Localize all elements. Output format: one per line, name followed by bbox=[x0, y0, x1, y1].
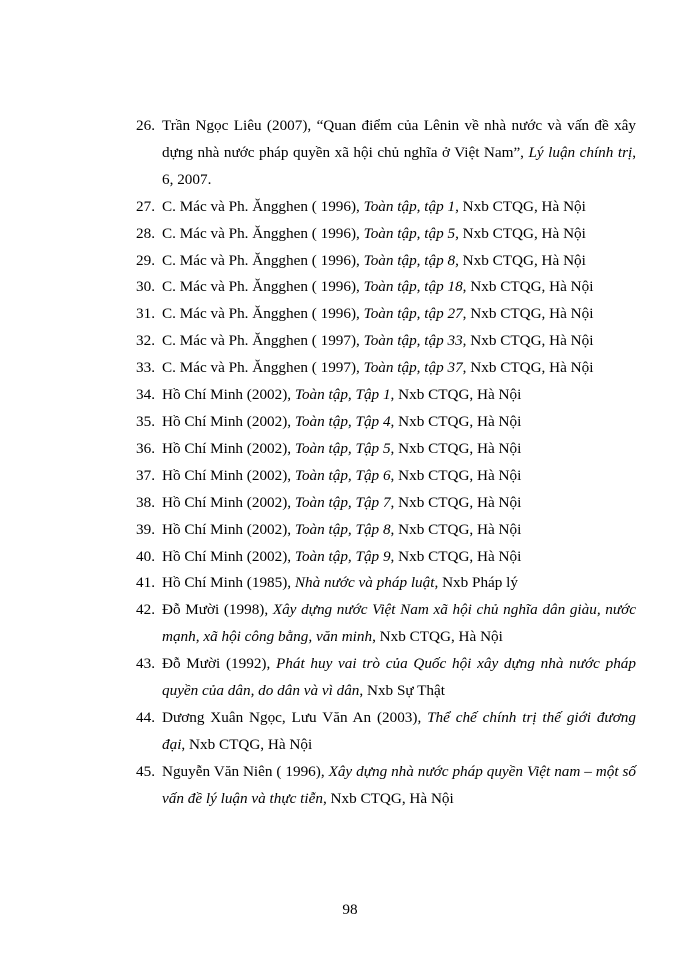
reference-publisher: , Nxb CTQG, Hà Nội bbox=[462, 278, 594, 296]
reference-title: Toàn tập, Tập 7 bbox=[294, 493, 391, 511]
reference-item bbox=[136, 409, 636, 436]
reference-publisher: , Nxb CTQG, Hà Nội bbox=[390, 466, 522, 484]
reference-item bbox=[136, 651, 636, 705]
reference-number: 40. bbox=[136, 547, 155, 565]
reference-item bbox=[136, 463, 636, 490]
reference-author-year: C. Mác và Ph. Ăngghen ( 1996), bbox=[162, 224, 364, 242]
reference-number: 28. bbox=[136, 224, 155, 242]
reference-publisher: , Nxb CTQG, Hà Nội bbox=[455, 251, 586, 269]
reference-item bbox=[136, 248, 636, 275]
reference-number: 35. bbox=[136, 412, 155, 430]
reference-number: 34. bbox=[136, 386, 155, 404]
reference-publisher: , Nxb CTQG, Hà Nội bbox=[390, 439, 522, 457]
reference-title: Toàn tập, tập 27 bbox=[363, 305, 463, 323]
reference-title: Thể chế chính trị thế giới đương đại bbox=[162, 708, 636, 753]
reference-title: Toàn tập, tập 33 bbox=[363, 332, 463, 350]
reference-publisher: , Nxb CTQG, Hà Nội bbox=[390, 386, 522, 404]
reference-publisher: , Nxb CTQG, Hà Nội bbox=[455, 197, 586, 215]
reference-publisher: , Nxb CTQG, Hà Nội bbox=[462, 359, 594, 377]
reference-author-year: C. Mác và Ph. Ăngghen ( 1996), bbox=[162, 251, 364, 269]
reference-publisher: , Nxb CTQG, Hà Nội bbox=[390, 412, 522, 430]
reference-publisher: , Nxb CTQG, Hà Nội bbox=[322, 789, 454, 807]
reference-list bbox=[136, 113, 636, 813]
reference-item bbox=[136, 544, 636, 571]
reference-item bbox=[136, 355, 636, 382]
reference-item bbox=[136, 517, 636, 544]
reference-author-year: Hồ Chí Minh (2002), bbox=[162, 493, 295, 511]
reference-number: 36. bbox=[136, 439, 155, 457]
reference-author-year: C. Mác và Ph. Ăngghen ( 1996), bbox=[162, 197, 364, 215]
reference-item bbox=[136, 597, 636, 651]
reference-author-year: Hồ Chí Minh (2002), bbox=[162, 547, 295, 565]
reference-title: Toàn tập, Tập 8 bbox=[294, 520, 391, 538]
reference-number: 38. bbox=[136, 493, 155, 511]
reference-number: 41. bbox=[136, 574, 155, 592]
reference-number: 44. bbox=[136, 708, 155, 726]
reference-author-year: Hồ Chí Minh (2002), bbox=[162, 439, 295, 457]
reference-publisher: , Nxb CTQG, Hà Nội bbox=[390, 520, 522, 538]
reference-number: 45. bbox=[136, 762, 155, 780]
reference-title: Toàn tập, tập 37 bbox=[363, 359, 463, 377]
reference-publisher: , Nxb CTQG, Hà Nội bbox=[455, 224, 586, 242]
reference-number: 32. bbox=[136, 332, 155, 350]
reference-author-year: C. Mác và Ph. Ăngghen ( 1996), bbox=[162, 278, 364, 296]
reference-item bbox=[136, 301, 636, 328]
reference-author-year: Nguyễn Văn Niên ( 1996), bbox=[162, 762, 329, 780]
reference-title: Toàn tập, tập 5 bbox=[363, 224, 456, 242]
reference-number: 26. bbox=[136, 117, 155, 134]
reference-item bbox=[136, 705, 636, 759]
reference-author-year: Trần Ngọc Liêu (2007), “Quan điểm của Lênin về nhà nước và vấn đề xây dựng nhà nước pháp quyền xã hội chủ nghĩa ở Việt Nam”, bbox=[162, 117, 636, 161]
reference-title: Toàn tập, Tập 9 bbox=[294, 547, 391, 565]
reference-number: 33. bbox=[136, 359, 155, 377]
reference-author-year: C. Mác và Ph. Ăngghen ( 1996), bbox=[162, 305, 364, 323]
reference-publisher: , Nxb Pháp lý bbox=[434, 574, 518, 592]
reference-publisher: , Nxb Sự Thật bbox=[359, 682, 445, 700]
reference-title: Nhà nước và pháp luật bbox=[294, 574, 435, 592]
reference-number: 31. bbox=[136, 305, 155, 323]
reference-author-year: Đỗ Mười (1992), bbox=[162, 655, 276, 673]
reference-item bbox=[136, 221, 636, 248]
reference-author-year: Dương Xuân Ngọc, Lưu Văn An (2003), bbox=[162, 708, 428, 726]
reference-item bbox=[136, 328, 636, 355]
reference-title: Lý luận chính trị bbox=[528, 143, 633, 161]
reference-author-year: Hồ Chí Minh (1985), bbox=[162, 574, 295, 592]
reference-publisher: , Nxb CTQG, Hà Nội bbox=[181, 735, 313, 753]
reference-publisher: , Nxb CTQG, Hà Nội bbox=[372, 628, 503, 646]
reference-author-year: Hồ Chí Minh (2002), bbox=[162, 386, 295, 404]
reference-number: 27. bbox=[136, 197, 155, 215]
reference-author-year: Đỗ Mười (1998), bbox=[162, 601, 273, 619]
reference-author-year: Hồ Chí Minh (2002), bbox=[162, 520, 295, 538]
reference-item bbox=[136, 382, 636, 409]
reference-author-year: C. Mác và Ph. Ăngghen ( 1997), bbox=[162, 359, 364, 377]
reference-publisher: , Nxb CTQG, Hà Nội bbox=[462, 332, 594, 350]
reference-title: Toàn tập, Tập 4 bbox=[294, 412, 391, 430]
reference-title: Phát huy vai trò của Quốc hội xây dựng nhà nước pháp quyền của dân, do dân và vì dân bbox=[162, 655, 636, 700]
reference-number: 37. bbox=[136, 466, 155, 484]
reference-publisher: , Nxb CTQG, Hà Nội bbox=[390, 493, 522, 511]
reference-title: Toàn tập, Tập 1 bbox=[294, 386, 391, 404]
reference-title: Toàn tập, Tập 5 bbox=[294, 439, 391, 457]
reference-item bbox=[136, 570, 636, 597]
reference-author-year: Hồ Chí Minh (2002), bbox=[162, 412, 295, 430]
reference-number: 42. bbox=[136, 601, 155, 619]
reference-title: Toàn tập, Tập 6 bbox=[294, 466, 391, 484]
reference-number: 43. bbox=[136, 655, 155, 673]
reference-title: Xây dựng nước Việt Nam xã hội chủ nghĩa dân giàu, nước mạnh, xã hội công bằng, văn minh bbox=[162, 601, 636, 646]
reference-number: 30. bbox=[136, 278, 155, 296]
reference-item bbox=[136, 436, 636, 463]
reference-publisher: , Nxb CTQG, Hà Nội bbox=[462, 305, 594, 323]
reference-title: Xây dựng nhà nước pháp quyền Việt nam – một số vấn đề lý luận và thực tiễn bbox=[162, 762, 637, 807]
reference-publisher: , Nxb CTQG, Hà Nội bbox=[390, 547, 522, 565]
reference-item bbox=[136, 113, 636, 194]
reference-number: 29. bbox=[136, 251, 155, 269]
reference-publisher: , 6, 2007. bbox=[162, 143, 637, 188]
reference-item bbox=[136, 759, 636, 813]
reference-title: Toàn tập, tập 18 bbox=[363, 278, 463, 296]
reference-item bbox=[136, 194, 636, 221]
reference-author-year: Hồ Chí Minh (2002), bbox=[162, 466, 295, 484]
reference-title: Toàn tập, tập 1 bbox=[363, 197, 456, 215]
reference-author-year: C. Mác và Ph. Ăngghen ( 1997), bbox=[162, 332, 364, 350]
reference-number: 39. bbox=[136, 520, 155, 538]
reference-item bbox=[136, 274, 636, 301]
reference-title: Toàn tập, tập 8 bbox=[363, 251, 456, 269]
reference-item bbox=[136, 490, 636, 517]
page-number: 98 bbox=[342, 901, 358, 918]
